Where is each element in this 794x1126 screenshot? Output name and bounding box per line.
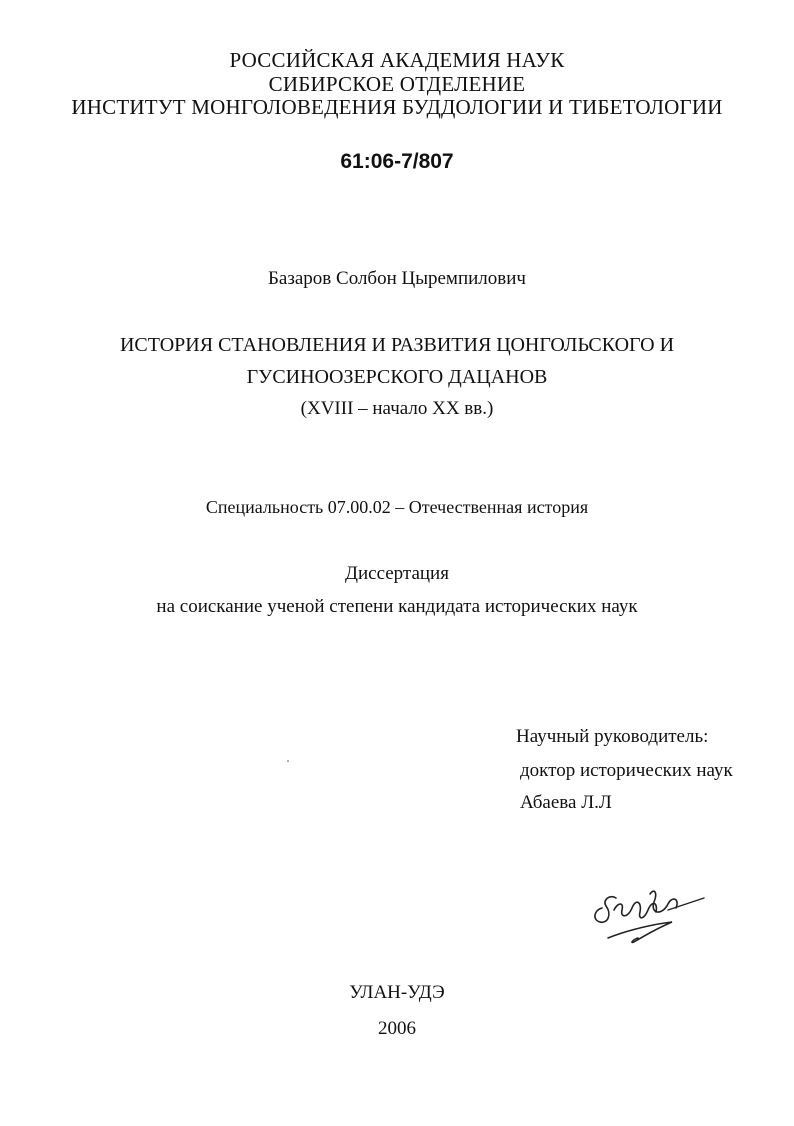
title-period: (XVIII – начало XX вв.) [300, 398, 494, 419]
dissertation-purpose: на соискание ученой степени кандидата исторических наук [156, 596, 638, 617]
institute-name: ИНСТИТУТ МОНГОЛОВЕДЕНИЯ БУДДОЛОГИИ И ТИБЕТОЛОГИИ [71, 95, 723, 119]
dissertation-label: Диссертация [345, 563, 449, 584]
catalog-code: 61:06-7/807 [340, 150, 454, 173]
advisor-label: Научный руководитель: [516, 726, 709, 747]
author-name: Базаров Солбон Цыремпилович [268, 268, 526, 289]
advisor-degree: доктор исторических наук [520, 760, 733, 781]
academy-name: РОССИЙСКАЯ АКАДЕМИЯ НАУК [229, 48, 565, 72]
city: УЛАН-УДЭ [349, 982, 445, 1003]
scan-speck [287, 760, 289, 762]
specialty: Специальность 07.00.02 – Отечественная история [205, 497, 589, 517]
title-line-1: ИСТОРИЯ СТАНОВЛЕНИЯ И РАЗВИТИЯ ЦОНГОЛЬСКОГО И [119, 334, 675, 356]
title-line-2: ГУСИНООЗЕРСКОГО ДАЦАНОВ [246, 366, 548, 388]
year: 2006 [378, 1018, 416, 1039]
signature [588, 880, 708, 950]
branch-name: СИБИРСКОЕ ОТДЕЛЕНИЕ [268, 72, 526, 96]
advisor-name: Абаева Л.Л [520, 792, 612, 813]
